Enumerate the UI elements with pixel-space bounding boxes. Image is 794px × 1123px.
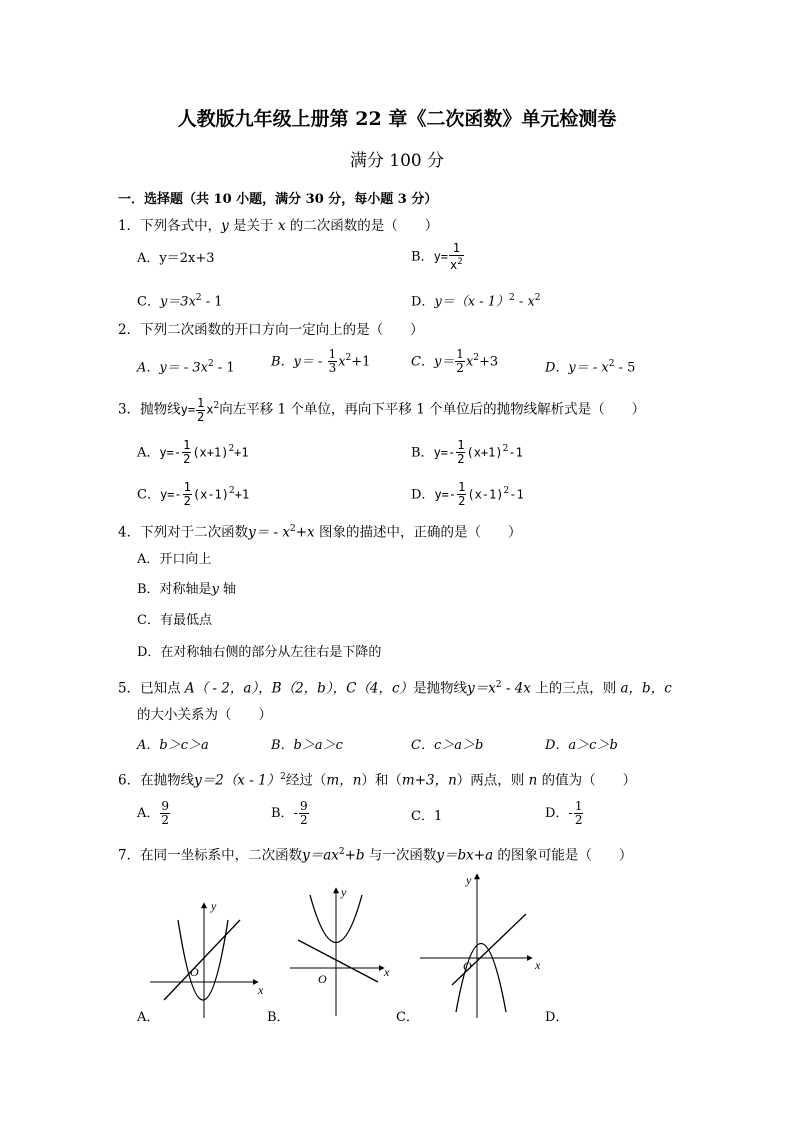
exponent: 2: [503, 486, 510, 496]
stem-math: +b: [344, 847, 365, 864]
option-label: D．: [411, 294, 435, 310]
denominator-base: x: [450, 258, 458, 272]
fraction-denominator: 2: [457, 452, 465, 467]
option-text: x: [338, 354, 346, 370]
question-7-option-c[interactable]: C．: [396, 1010, 419, 1025]
stem-text: 的二次函数的是（ ）: [285, 218, 439, 234]
option-text: - x: [514, 294, 535, 310]
exponent: 2: [345, 353, 352, 363]
graph-b[interactable]: [290, 885, 390, 1016]
fraction-denominator: 2: [197, 409, 205, 424]
stem-text: 的图象可能是（ ）: [493, 847, 633, 864]
stem-text: 与一次函数: [364, 847, 437, 864]
stem-text: 5．已知点: [118, 680, 185, 697]
exponent: 2: [289, 524, 296, 534]
exponent: 2: [338, 847, 345, 857]
exponent: 2: [229, 486, 235, 496]
line: [452, 914, 526, 985]
option-text: +3: [479, 354, 499, 370]
stem-text: 6．在抛物线: [118, 772, 195, 789]
line: [164, 920, 240, 1000]
option-label: C．: [137, 487, 160, 503]
origin-label: O: [463, 959, 472, 973]
line: [298, 940, 378, 982]
x-axis-label: x: [384, 965, 390, 979]
exponent: 2: [473, 353, 480, 363]
option-math: +1: [234, 445, 249, 460]
option-text: D．y＝ - x: [545, 360, 609, 376]
y-axis-label: y: [211, 899, 217, 913]
option-text: y=: [433, 249, 449, 264]
question-4-option-a[interactable]: A．开口向上: [137, 552, 212, 567]
option-label: C．: [137, 294, 160, 310]
exponent: 2: [608, 359, 615, 369]
option-var: y: [211, 582, 219, 597]
x-axis-label: x: [258, 983, 264, 997]
parabola: [456, 944, 506, 1013]
stem-text: 图象的描述中，正确的是（ ）: [314, 524, 522, 541]
stem-text: 向左平移 1 个单位，再向下平移 1 个单位后的抛物线解析式是（ ）: [219, 401, 646, 418]
option-text: y＝（x - 1）: [434, 294, 510, 310]
option-math: (x-1): [467, 487, 504, 502]
exponent: 2: [208, 359, 214, 369]
question-2-stem: 2．下列二次函数的开口方向一定向上的是（ ）: [118, 322, 424, 338]
option-text: x: [465, 354, 474, 370]
fraction-numerator: 1: [183, 480, 191, 495]
exponent: 2: [228, 444, 235, 454]
exponent: 2: [509, 293, 515, 303]
stem-text: 3．抛物线: [118, 401, 181, 418]
question-1-option-a[interactable]: A．y＝2x+3: [137, 251, 215, 266]
option-label: D．-: [545, 806, 573, 821]
fraction-denominator: 2: [458, 494, 466, 509]
option-text: y＝3x: [159, 294, 196, 310]
option-math: y=-: [434, 487, 457, 502]
stem-math: +x: [295, 524, 315, 541]
fraction-numerator: 1: [456, 347, 464, 362]
fraction-numerator: 1: [449, 242, 464, 256]
graph-d[interactable]: [420, 873, 541, 1018]
exponent: 2: [502, 444, 509, 454]
exponent: 2: [195, 293, 202, 303]
question-number: 1．: [118, 218, 141, 234]
stem-math: y＝bx+a: [436, 847, 494, 864]
stem-text: 上的三点，则: [530, 680, 621, 697]
stem-var: x: [277, 218, 286, 234]
option-math: (x+1): [466, 445, 503, 460]
option-math: y=-: [159, 487, 182, 502]
option-text: B．对称轴是: [137, 582, 212, 597]
fraction-numerator: 1: [574, 799, 583, 813]
stem-math: y＝2（x - 1）: [194, 772, 281, 789]
origin-label: O: [190, 965, 199, 979]
option-math: +1: [234, 487, 250, 502]
parabola: [178, 920, 228, 1000]
stem-text: 是抛物线: [413, 680, 468, 697]
question-7-option-b[interactable]: B．: [267, 1010, 290, 1025]
fraction-denominator: 2: [183, 452, 191, 467]
option-text: - 1: [213, 360, 235, 376]
option-label: B．y＝ -: [271, 354, 327, 370]
stem-math: y＝x: [467, 680, 496, 697]
option-label: B．-: [271, 806, 298, 821]
fraction-numerator: 1: [457, 438, 465, 453]
fraction-numerator: 9: [161, 799, 170, 813]
stem-text: ）两点，则: [456, 772, 529, 789]
question-5-option-d[interactable]: D．a＞c＞b: [545, 738, 618, 753]
question-5-stem-line2: 的大小关系为（ ）: [137, 707, 272, 723]
page-subtitle: 满分 100 分: [349, 151, 445, 171]
stem-math: a，b，c: [620, 680, 672, 697]
stem-text: ）和（: [361, 772, 402, 789]
fraction-numerator: 9: [299, 799, 308, 813]
stem-math: m+3，n: [401, 772, 457, 789]
stem-var: y: [221, 218, 229, 234]
stem-text: 的值为（ ）: [537, 772, 637, 789]
stem-text: 4．下列对于二次函数: [118, 524, 249, 541]
stem-math: y=: [180, 402, 196, 417]
option-label: C．y＝: [411, 354, 455, 370]
stem-math: y＝ax: [302, 847, 339, 864]
fraction-denominator: 3: [328, 361, 337, 376]
y-axis-label: y: [341, 885, 347, 899]
fraction-denominator: 2: [456, 361, 464, 376]
option-math: y=-: [159, 445, 182, 460]
exponent: 2: [495, 680, 502, 690]
exponent: 2: [457, 257, 463, 267]
question-4-option-c[interactable]: C．有最低点: [137, 613, 212, 628]
option-text: 轴: [218, 582, 237, 597]
fraction-numerator: 1: [458, 480, 466, 495]
question-5-option-b[interactable]: B．b＞a＞c: [271, 738, 343, 753]
exponent: 2: [534, 293, 541, 303]
option-text: - 1: [201, 294, 223, 310]
fraction-denominator: 2: [161, 813, 170, 827]
question-7-option-a[interactable]: A．: [137, 1010, 160, 1025]
graph-a[interactable]: [150, 899, 264, 1018]
option-text: +1: [351, 354, 371, 370]
question-5-option-c[interactable]: C．c＞a＞b: [411, 738, 484, 753]
stem-math: n: [528, 772, 538, 789]
exponent: 2: [280, 772, 286, 782]
fraction-numerator: 1: [197, 395, 205, 410]
option-label: A．: [137, 806, 160, 821]
stem-text: 下列各式中，: [140, 218, 222, 234]
stem-math: y＝ - x: [248, 524, 290, 541]
option-math: y=-: [433, 445, 456, 460]
stem-math: - 4x: [501, 680, 531, 697]
option-label: B．: [411, 249, 434, 265]
option-label: D．: [411, 487, 435, 503]
stem-math: x: [206, 402, 214, 417]
question-4-option-d[interactable]: D．在对称轴右侧的部分从左往右是下降的: [137, 645, 382, 660]
fraction-numerator: 1: [183, 438, 191, 453]
stem-text: 是关于: [228, 218, 278, 234]
fraction-denominator: 2: [299, 813, 308, 827]
x-axis-label: x: [535, 958, 541, 972]
option-math: (x+1): [192, 445, 229, 460]
option-text: - 5: [614, 360, 636, 376]
exponent: 2: [213, 401, 220, 411]
stem-text: 经过（: [285, 772, 327, 789]
question-5-option-a[interactable]: A．b＞c＞a: [137, 738, 209, 753]
option-math: -1: [508, 445, 523, 460]
fraction-denominator: 2: [183, 494, 191, 509]
option-label: B．: [411, 445, 434, 461]
page-title: 人教版九年级上册第 22 章《二次函数》单元检测卷: [177, 108, 617, 130]
option-math: -1: [509, 487, 524, 502]
section-heading: 一．选择题（共 10 小题，满分 30 分，每小题 3 分）: [118, 192, 438, 207]
question-6-option-c[interactable]: C．1: [411, 809, 443, 824]
option-text: A．y＝ - 3x: [137, 360, 208, 376]
stem-text: 7．在同一坐标系中，二次函数: [118, 847, 303, 864]
fraction-numerator: 1: [328, 347, 337, 362]
question-7-option-d[interactable]: D．: [545, 1010, 569, 1025]
stem-math: m，n: [326, 772, 362, 789]
fraction-denominator: 2: [574, 813, 583, 827]
stem-math: A（ - 2，a），B（2，b），C（4，c）: [184, 680, 414, 697]
y-axis-label: y: [466, 873, 472, 887]
origin-label: O: [318, 972, 327, 986]
option-label: A．: [137, 445, 160, 461]
option-math: (x-1): [192, 487, 229, 502]
